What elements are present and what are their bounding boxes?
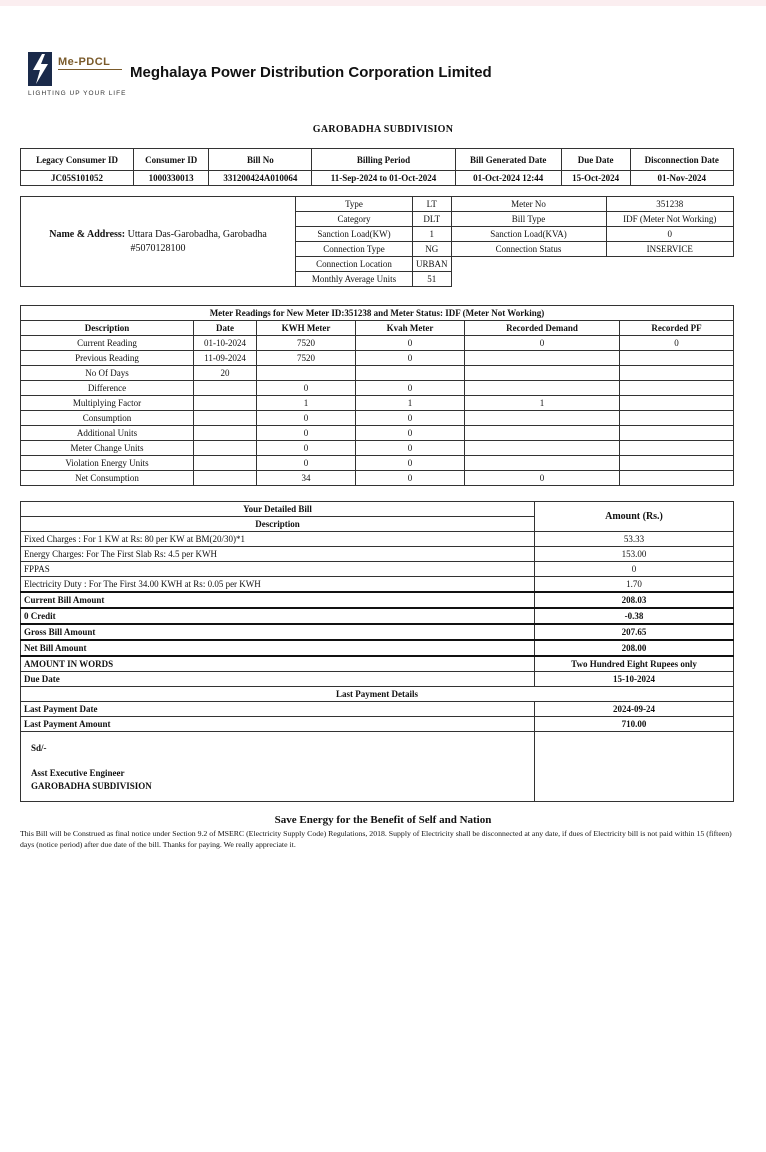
energy-charges-amount: 153.00 — [535, 547, 734, 562]
connection-status-value: INSERVICE — [606, 242, 733, 257]
meter-cell: 11-09-2024 — [194, 351, 257, 366]
account-number: #5070128100 — [130, 242, 186, 254]
total-row — [21, 608, 734, 624]
connection-status-label: Connection Status — [451, 242, 606, 257]
gross-bill-amount: 207.65 — [535, 624, 734, 640]
meter-cell: 0 — [257, 381, 356, 396]
name-address-label: Name & Address: — [49, 228, 126, 240]
electricity-duty-label: Electricity Duty : For The First 34.00 KWH at Rs: 0.05 per KWH — [21, 577, 535, 593]
disconnection-date: 01-Nov-2024 — [630, 171, 733, 186]
logo-rule — [58, 69, 122, 70]
total-row — [21, 592, 734, 608]
meter-readings-table — [20, 305, 734, 486]
meter-cell — [194, 411, 257, 426]
fppas-label: FPPAS — [21, 562, 535, 577]
meter-row — [21, 456, 734, 471]
type-value: LT — [413, 197, 452, 212]
electricity-duty-amount: 1.70 — [535, 577, 734, 593]
credit-label: 0 Credit — [21, 608, 535, 624]
meter-cell: No Of Days — [21, 366, 194, 381]
meter-cell — [194, 456, 257, 471]
connection-location-value: URBAN — [413, 257, 452, 272]
fppas-amount: 0 — [535, 562, 734, 577]
sanction-load-kw-label: Sanction Load(KW) — [296, 227, 413, 242]
category-value: DLT — [413, 212, 452, 227]
bill-due-date-value: 15-10-2024 — [535, 672, 734, 687]
meter-cell: Violation Energy Units — [21, 456, 194, 471]
energy-charges-label: Energy Charges: For The First Slab Rs: 4.5 per KWH — [21, 547, 535, 562]
name-address-cell — [21, 197, 296, 287]
meter-cell — [356, 366, 465, 381]
meter-cell: 1 — [356, 396, 465, 411]
meter-row — [21, 396, 734, 411]
charge-row — [21, 562, 734, 577]
sanction-load-kva-value: 0 — [606, 227, 733, 242]
charge-row — [21, 547, 734, 562]
detailed-bill-title: Your Detailed Bill — [21, 502, 535, 517]
meter-cell — [194, 441, 257, 456]
meter-cell: Meter Change Units — [21, 441, 194, 456]
meter-row — [21, 351, 734, 366]
meter-cell — [465, 351, 620, 366]
credit-amount: -0.38 — [535, 608, 734, 624]
consumer-info-table — [20, 196, 734, 287]
meter-cell — [620, 426, 734, 441]
sanction-load-kva-label: Sanction Load(KVA) — [451, 227, 606, 242]
meter-cell: 34 — [257, 471, 356, 486]
meter-cell: 0 — [257, 441, 356, 456]
consumer-blank-cell — [451, 257, 733, 287]
meter-readings-title: Meter Readings for New Meter ID:351238 and Meter Status: IDF (Meter Not Working) — [21, 306, 734, 321]
meter-cell: 0 — [620, 336, 734, 351]
last-payment-title: Last Payment Details — [21, 687, 734, 702]
meter-cell: 0 — [356, 336, 465, 351]
meter-row — [21, 426, 734, 441]
charge-row — [21, 577, 734, 593]
meter-cell — [194, 396, 257, 411]
connection-type-label: Connection Type — [296, 242, 413, 257]
total-row — [21, 640, 734, 656]
header-due-date: Due Date — [561, 149, 630, 171]
header-consumer-id: Consumer ID — [134, 149, 209, 171]
header-bill-no: Bill No — [209, 149, 312, 171]
connection-type-value: NG — [413, 242, 452, 257]
meter-cell — [465, 366, 620, 381]
sanction-load-kw-value: 1 — [413, 227, 452, 242]
last-payment-amount-label: Last Payment Amount — [21, 717, 535, 732]
meter-row — [21, 411, 734, 426]
meter-cell: 0 — [356, 381, 465, 396]
disconnection-notice: This Bill will be Construed as final notice under Section 9.2 of MSERC (Electricity Supply Code) Regulations, 2018. Supply of Electricity shall be disconnected at any date, if dues of Electricity bill is not paid within 15 (fifteen) days (notice period) after due date of the bill. Thanks for paying. We really appreciate it. — [20, 829, 732, 849]
meter-cell — [620, 366, 734, 381]
meter-col-kvah: Kvah Meter — [356, 321, 465, 336]
bill-no: 331200424A010064 — [209, 171, 312, 186]
meter-cell — [620, 381, 734, 396]
lightning-logo-icon — [28, 52, 52, 86]
category-label: Category — [296, 212, 413, 227]
meter-cell: Multiplying Factor — [21, 396, 194, 411]
signature-blank-cell — [535, 732, 734, 802]
meter-cell: Additional Units — [21, 426, 194, 441]
meter-cell: Difference — [21, 381, 194, 396]
consumer-id: 1000330013 — [134, 171, 209, 186]
fixed-charges-label: Fixed Charges : For 1 KW at Rs: 80 per KW at BM(20/30)*1 — [21, 532, 535, 547]
meter-cell: 0 — [356, 441, 465, 456]
signature-block — [21, 732, 535, 802]
meter-cell: 7520 — [257, 351, 356, 366]
signature-title: Asst Executive Engineer — [31, 768, 125, 778]
meter-cell: 0 — [356, 351, 465, 366]
meter-cell — [620, 411, 734, 426]
meter-cell: Net Consumption — [21, 471, 194, 486]
meter-col-description: Description — [21, 321, 194, 336]
monthly-average-units-value: 51 — [413, 272, 452, 287]
company-logo — [28, 52, 128, 98]
bill-generated-date: 01-Oct-2024 12:44 — [455, 171, 561, 186]
subdivision-title: GAROBADHA SUBDIVISION — [312, 124, 454, 135]
meter-cell: Consumption — [21, 411, 194, 426]
connection-location-label: Connection Location — [296, 257, 413, 272]
meter-cell: 0 — [257, 426, 356, 441]
net-bill-amount: 208.00 — [535, 640, 734, 656]
meter-col-recorded-pf: Recorded PF — [620, 321, 734, 336]
header-billing-period: Billing Period — [312, 149, 455, 171]
current-bill-label: Current Bill Amount — [21, 592, 535, 608]
signature-sd: Sd/- — [31, 743, 47, 753]
charge-row — [21, 532, 734, 547]
meter-cell: Current Reading — [21, 336, 194, 351]
meter-cell: 0 — [356, 411, 465, 426]
amount-header: Amount (Rs.) — [535, 502, 734, 532]
gross-bill-label: Gross Bill Amount — [21, 624, 535, 640]
meter-cell: 0 — [465, 336, 620, 351]
amount-in-words-label: AMOUNT IN WORDS — [21, 656, 535, 672]
legacy-consumer-id: JC05S101052 — [21, 171, 134, 186]
meter-cell — [194, 471, 257, 486]
meter-cell — [465, 426, 620, 441]
meter-cell: 1 — [465, 396, 620, 411]
meter-row — [21, 381, 734, 396]
meter-cell — [620, 441, 734, 456]
due-date: 15-Oct-2024 — [561, 171, 630, 186]
meter-cell — [620, 471, 734, 486]
meter-cell: 0 — [257, 456, 356, 471]
billing-period: 11-Sep-2024 to 01-Oct-2024 — [312, 171, 455, 186]
last-payment-date: 2024-09-24 — [535, 702, 734, 717]
meter-cell — [620, 456, 734, 471]
meter-cell — [465, 441, 620, 456]
meter-cell: 0 — [356, 471, 465, 486]
fixed-charges-amount: 53.33 — [535, 532, 734, 547]
bill-type-value: IDF (Meter Not Working) — [606, 212, 733, 227]
meter-no-value: 351238 — [606, 197, 733, 212]
meter-cell — [194, 426, 257, 441]
meter-cell: 0 — [356, 426, 465, 441]
meter-cell: 0 — [257, 411, 356, 426]
detailed-bill-table — [20, 501, 734, 802]
name-address-value: Uttara Das-Garobadha, Garobadha — [127, 228, 267, 240]
logo-abbr: Me-PDCL — [58, 56, 111, 68]
meter-cell — [465, 411, 620, 426]
meter-cell: 0 — [356, 456, 465, 471]
last-payment-date-label: Last Payment Date — [21, 702, 535, 717]
meter-row — [21, 471, 734, 486]
meter-cell — [194, 381, 257, 396]
description-header: Description — [21, 517, 535, 532]
org-name: Meghalaya Power Distribution Corporation Limited — [130, 64, 492, 81]
meter-cell — [257, 366, 356, 381]
meter-cell: 0 — [465, 471, 620, 486]
meter-col-recorded-demand: Recorded Demand — [465, 321, 620, 336]
type-label: Type — [296, 197, 413, 212]
meter-no-label: Meter No — [451, 197, 606, 212]
header-bill-generated-date: Bill Generated Date — [455, 149, 561, 171]
meter-cell: 1 — [257, 396, 356, 411]
net-bill-label: Net Bill Amount — [21, 640, 535, 656]
amount-in-words-value: Two Hundred Eight Rupees only — [535, 656, 734, 672]
logo-tagline: LIGHTING UP YOUR LIFE — [28, 90, 127, 97]
bill-header-table — [20, 148, 734, 186]
meter-cell: 7520 — [257, 336, 356, 351]
header-legacy-consumer-id: Legacy Consumer ID — [21, 149, 134, 171]
meter-row — [21, 336, 734, 351]
meter-col-date: Date — [194, 321, 257, 336]
total-row — [21, 624, 734, 640]
meter-cell — [620, 351, 734, 366]
meter-cell — [620, 396, 734, 411]
current-bill-amount: 208.03 — [535, 592, 734, 608]
top-strip — [0, 0, 766, 6]
signature-office: GAROBADHA SUBDIVISION — [31, 781, 152, 791]
meter-row — [21, 366, 734, 381]
header-disconnection-date: Disconnection Date — [630, 149, 733, 171]
meter-cell — [465, 456, 620, 471]
save-energy-slogan: Save Energy for the Benefit of Self and Nation — [274, 814, 492, 826]
last-payment-amount: 710.00 — [535, 717, 734, 732]
bill-due-date-label: Due Date — [21, 672, 535, 687]
meter-row — [21, 441, 734, 456]
meter-col-kwh: KWH Meter — [257, 321, 356, 336]
monthly-average-units-label: Monthly Average Units — [296, 272, 413, 287]
meter-cell: 20 — [194, 366, 257, 381]
meter-cell: 01-10-2024 — [194, 336, 257, 351]
bill-type-label: Bill Type — [451, 212, 606, 227]
meter-cell: Previous Reading — [21, 351, 194, 366]
meter-cell — [465, 381, 620, 396]
